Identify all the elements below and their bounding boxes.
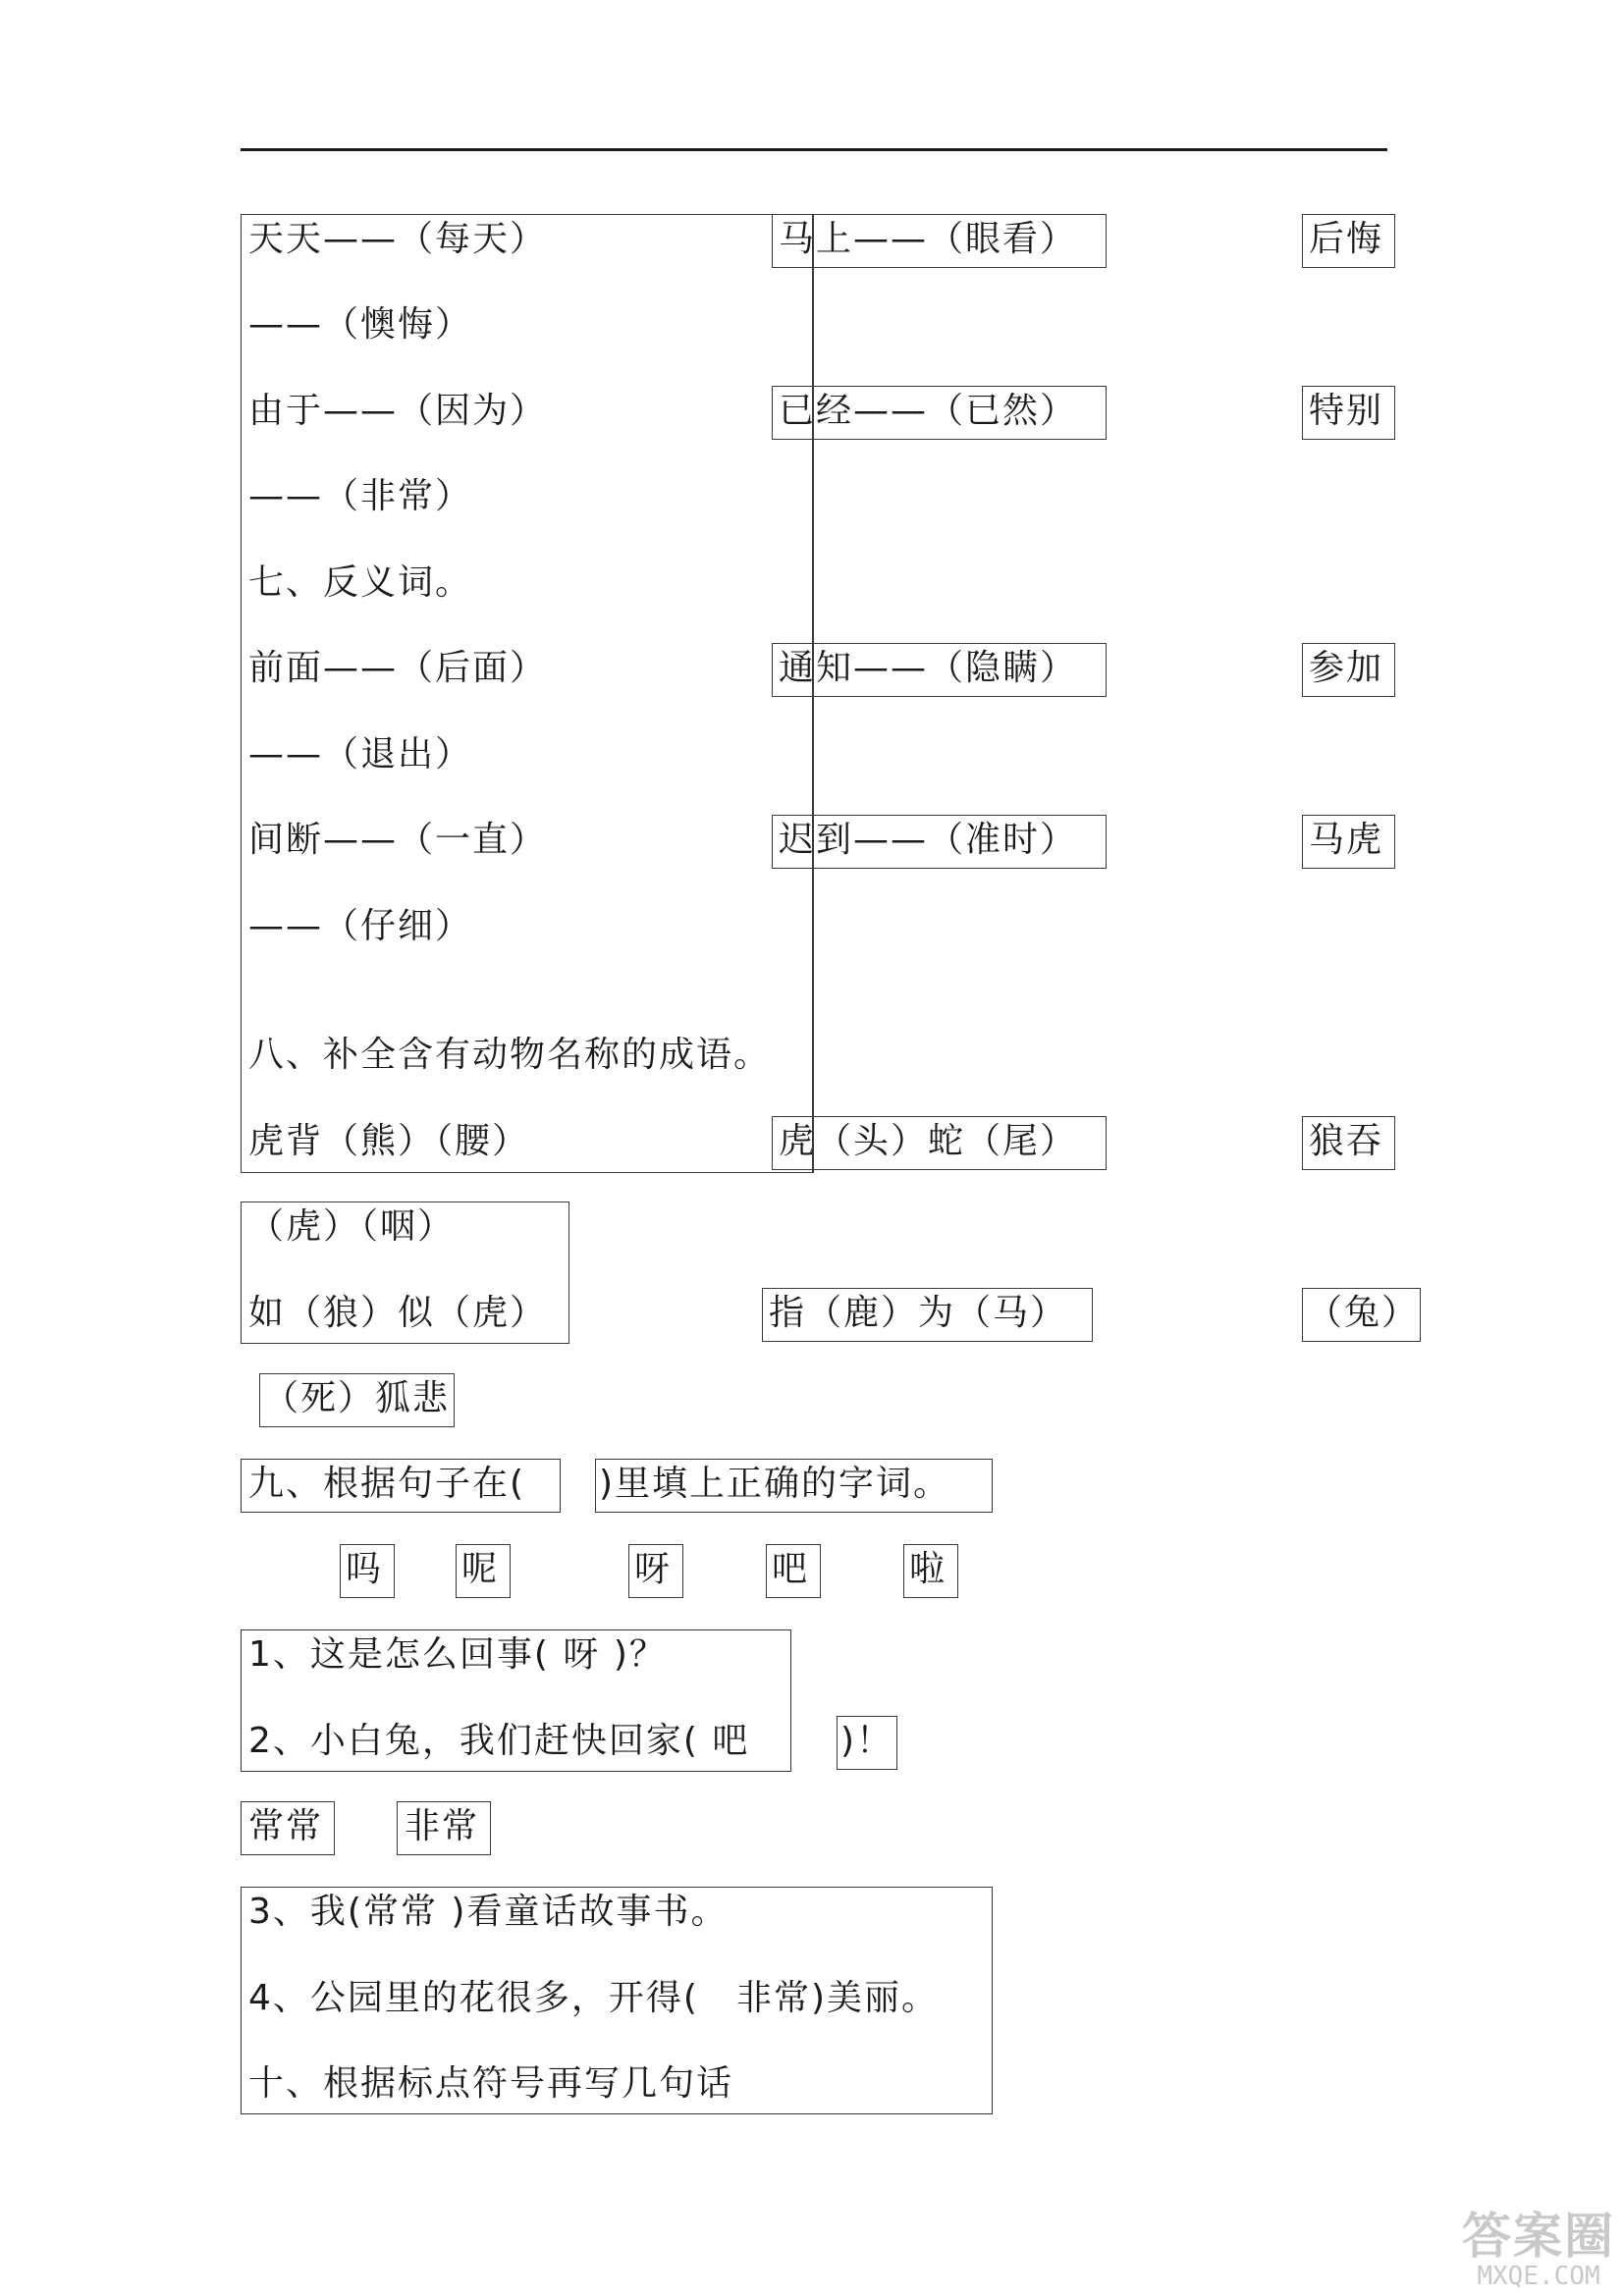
particle-choice: 吧 <box>772 1549 810 1589</box>
antonym-row3-right: 马虎 <box>1309 820 1384 860</box>
particle-question-2-end: )！ <box>840 1721 894 1761</box>
idiom-row3-left: 如（狼）似（虎） <box>248 1293 548 1333</box>
particle-choice: 呢 <box>461 1549 500 1589</box>
antonym-row4-left: ——（仔细） <box>248 906 473 946</box>
idiom-row4-left: （死）狐悲 <box>263 1378 451 1418</box>
synonym-row1-mid: 马上——（眼看） <box>779 219 1078 259</box>
synonym-row2-left: ——（懊悔） <box>248 304 473 345</box>
synonym-row1-left: 天天——（每天） <box>248 219 548 259</box>
synonym-row4-left: ——（非常） <box>248 476 473 516</box>
synonym-row1-right: 后悔 <box>1309 219 1384 259</box>
antonym-row1-mid: 通知——（隐瞒） <box>779 648 1078 688</box>
particles-heading-part1: 九、根据句子在( <box>248 1464 526 1504</box>
adverb-question-3: 3、我(常常 )看童话故事书。 <box>248 1892 729 1932</box>
idiom-row1-mid: 虎（头）蛇（尾） <box>779 1121 1078 1161</box>
idiom-row3-right: （兔） <box>1307 1293 1420 1333</box>
section10-heading: 十、根据标点符号再写几句话 <box>248 2063 734 2104</box>
particle-question-2: 2、小白兔，我们赶快回家( 吧 <box>248 1721 750 1761</box>
particle-choice: 吗 <box>346 1549 384 1589</box>
particles-heading-part2: )里填上正确的字词。 <box>599 1464 951 1504</box>
antonym-row1-right: 参加 <box>1309 648 1384 688</box>
antonym-row2-left: ——（退出） <box>248 734 473 774</box>
adverb-choice: 常常 <box>248 1806 324 1846</box>
particle-question-1: 1、这是怎么回事( 呀 )？ <box>248 1634 667 1675</box>
watermark-logo: 答案圈 <box>1462 2208 1615 2265</box>
particle-choice: 啦 <box>909 1549 947 1589</box>
synonym-row3-right: 特别 <box>1309 391 1384 431</box>
synonym-row3-left: 由于——（因为） <box>248 391 548 431</box>
adverb-choice: 非常 <box>405 1806 480 1846</box>
idiom-row1-right: 狼吞 <box>1309 1121 1384 1161</box>
idiom-row2-left: （虎）（咽） <box>248 1206 456 1247</box>
idioms-heading: 八、补全含有动物名称的成语。 <box>248 1035 772 1075</box>
synonym-row3-mid: 已经——（已然） <box>779 391 1078 431</box>
watermark-url: MXQE.COM <box>1477 2262 1600 2291</box>
watermark <box>1462 2210 1615 2290</box>
left-column-box <box>241 214 814 1173</box>
antonym-row1-left: 前面——（后面） <box>248 648 548 688</box>
adverb-question-4: 4、公园里的花很多，开得( 非常)美丽。 <box>248 1978 939 2018</box>
header-rule <box>241 148 1387 151</box>
antonym-row3-mid: 迟到——（准时） <box>779 820 1078 860</box>
antonym-row3-left: 间断——（一直） <box>248 820 548 860</box>
antonyms-heading: 七、反义词。 <box>248 562 473 603</box>
idiom-row1-left: 虎背（熊）（腰） <box>248 1121 530 1161</box>
particle-choice: 呀 <box>634 1549 673 1589</box>
idiom-row3-mid: 指（鹿）为（马） <box>769 1293 1068 1333</box>
